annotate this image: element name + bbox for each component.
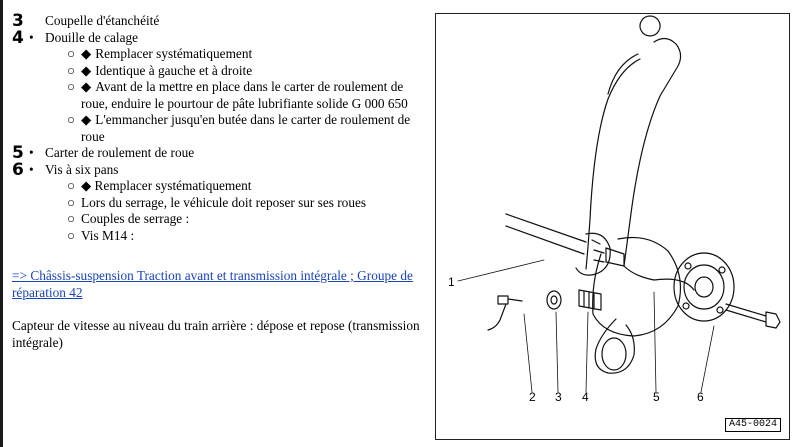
- diamond-icon: ◆: [81, 46, 92, 61]
- bullet: •: [29, 161, 34, 177]
- list-item-4: [12, 27, 427, 48]
- callout-6: 6: [697, 390, 704, 404]
- sub-item: [12, 211, 427, 228]
- suspension-diagram: [436, 14, 791, 441]
- item-label: Coupelle d'étanchéité: [45, 13, 160, 28]
- spacer-bush: [579, 290, 601, 310]
- item-number: 6: [12, 159, 24, 180]
- repair-group-link[interactable]: => Châssis-suspension Traction avant et transmission intégrale ; Groupe de réparation 42: [12, 268, 413, 300]
- circle-bullet: ○: [67, 211, 76, 226]
- sub-item: [12, 195, 427, 212]
- circle-bullet: ○: [67, 194, 76, 210]
- item-number: 3: [12, 11, 24, 31]
- left-edge-bar: [0, 0, 3, 447]
- callout-1: 1: [448, 275, 455, 289]
- speed-sensor-paragraph: Capteur de vitesse au niveau du train arrière : dépose et repose (transmission intégrale): [12, 318, 420, 350]
- callout-3: 3: [555, 390, 562, 404]
- circle-bullet: ○: [67, 112, 76, 127]
- circle-bullet: ○: [67, 62, 76, 78]
- item-label: Carter de roulement de roue: [45, 145, 195, 160]
- callout-4: 4: [582, 390, 589, 404]
- sub-item-text: ◆ Remplacer systématiquement: [81, 178, 252, 193]
- sub-item-text: Couples de serrage :: [81, 211, 190, 226]
- parts-list: [12, 13, 427, 244]
- callout-2: 2: [529, 390, 536, 404]
- sub-item: [12, 63, 427, 80]
- knuckle-arm: [624, 38, 694, 290]
- speed-sensor: [488, 296, 522, 330]
- list-item-3: [12, 13, 427, 30]
- diamond-icon: ◆: [81, 112, 92, 127]
- circle-bullet: ○: [67, 178, 76, 193]
- bullet: •: [29, 145, 34, 160]
- sub-item-text: Lors du serrage, le véhicule doit reposer sur ses roues: [81, 194, 367, 210]
- bullet: [29, 13, 45, 30]
- diamond-icon: ◆: [81, 79, 92, 94]
- exploded-view-figure: [435, 13, 790, 440]
- circle-bullet: ○: [67, 46, 76, 61]
- seal-cup: [547, 291, 561, 309]
- item-label: Douille de calage: [45, 29, 139, 45]
- item-number: 5: [12, 143, 24, 163]
- sub-item-text: L'emmancher jusqu'en butée dans le carter de roulement de roue: [81, 112, 411, 144]
- sub-item: [12, 178, 427, 195]
- circle-bullet: ○: [67, 79, 76, 94]
- sub-item: [12, 46, 427, 63]
- list-item-6: [12, 159, 427, 180]
- circle-bullet: ○: [67, 227, 76, 243]
- callout-5: 5: [653, 390, 660, 404]
- figure-code: A45-0024: [725, 418, 781, 432]
- sub-item: [12, 228, 427, 245]
- drive-shaft: [506, 214, 586, 254]
- diamond-icon: ◆: [81, 62, 92, 78]
- sub-item: [12, 79, 427, 112]
- item-number: 4: [12, 27, 24, 48]
- sub-item-text: Remplacer systématiquement: [95, 46, 253, 61]
- sub-item-text: Avant de la mettre en place dans le carter de roulement de roue, enduire le pourtour de pâte lubrifiante solide G 000 650: [81, 79, 408, 111]
- bullet: •: [29, 29, 34, 45]
- sub-item-text: Vis M14 :: [81, 227, 135, 243]
- hex-bolt: [726, 304, 766, 322]
- sub-item-text: Identique à gauche et à droite: [95, 62, 253, 78]
- list-item-5: [12, 145, 427, 162]
- sub-item: [12, 112, 427, 145]
- item-label: Vis à six pans: [45, 161, 119, 177]
